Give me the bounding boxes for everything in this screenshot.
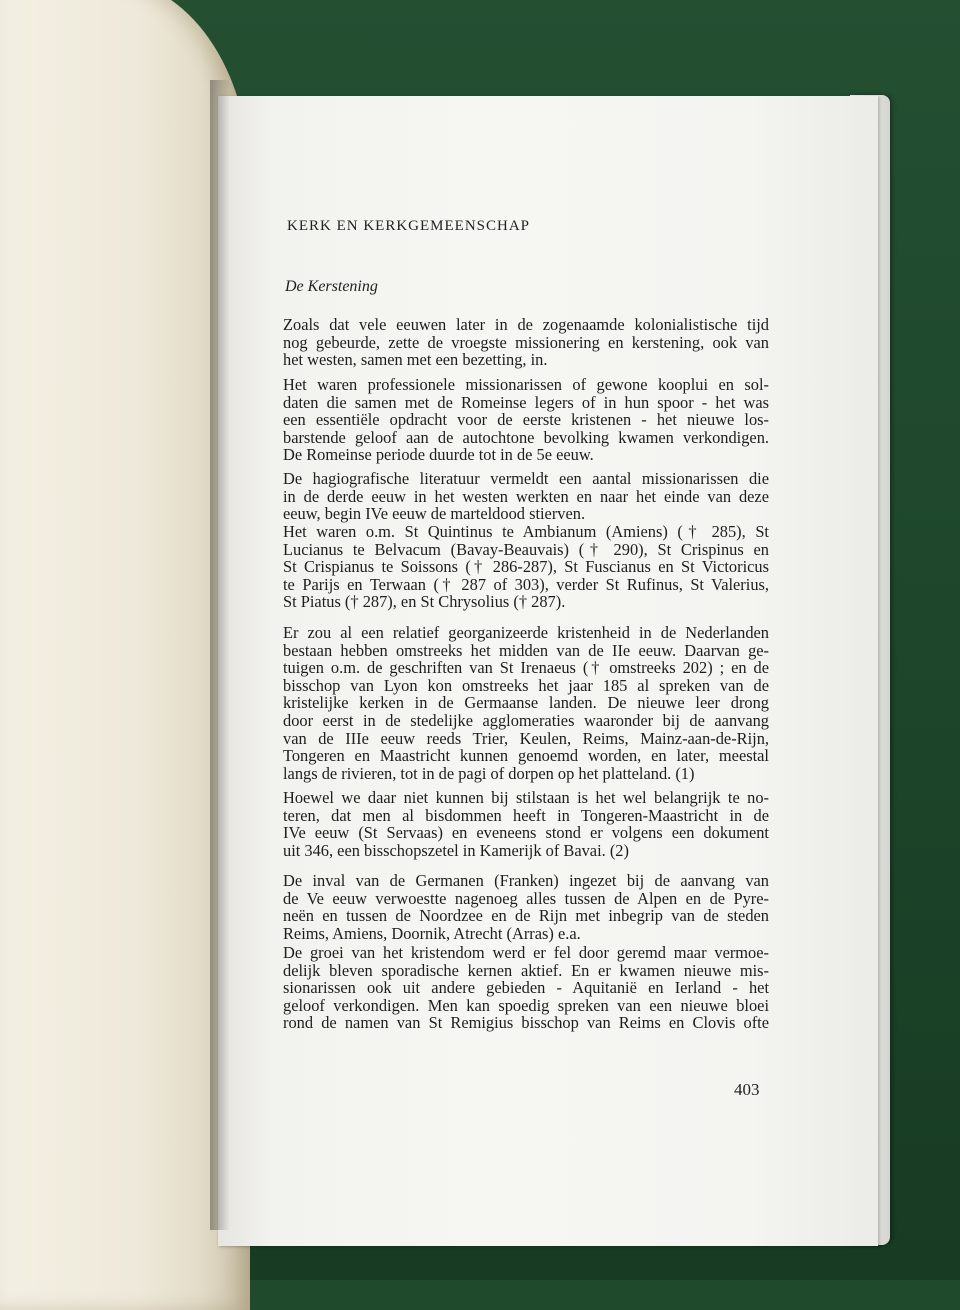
text-line: van de IIIe eeuw reeds Trier, Keulen, Reims, Mainz-aan-de-Rijn, bbox=[283, 728, 769, 748]
text-line: tuigen o.m. de geschriften van St Irenaeus († omstreeks 202) ; en de bbox=[283, 658, 769, 678]
text-line: Lucianus te Belvacum (Bavay-Beauvais) († 290), St Crispinus en bbox=[283, 539, 769, 559]
text-line: delijk bleven sporadische kernen aktief. En er kwamen nieuwe mis- bbox=[283, 960, 769, 980]
text-line: barstende geloof aan de autochtone bevolking kwamen verkondigen. bbox=[283, 427, 769, 447]
text-line: Tongeren en Maastricht kunnen genoemd worden, en later, meestal bbox=[283, 746, 769, 766]
paragraph bbox=[283, 470, 769, 523]
section-title: De Kerstening bbox=[285, 278, 378, 295]
text-line: teren, dat men al bisdommen heeft in Tongeren-Maastricht in de bbox=[283, 805, 769, 825]
text-line: neën en tussen de Noordzee en de Rijn met inbegrip van de steden bbox=[283, 906, 769, 926]
text-line: Reims, Amiens, Doornik, Atrecht (Arras) e.a. bbox=[283, 923, 581, 943]
text-line: Zoals dat vele eeuwen later in de zogenaamde kolonialistische tijd bbox=[283, 315, 769, 334]
text-line: De hagiografische literatuur vermeldt een aantal missionarissen die bbox=[283, 469, 769, 488]
paragraph bbox=[283, 872, 769, 942]
text-line: De Romeinse periode duurde tot in de 5e eeuw. bbox=[283, 445, 594, 465]
text-line: uit 346, een bisschopszetel in Kamerijk of Bavai. (2) bbox=[283, 840, 629, 860]
text-line: eeuw, begin IVe eeuw de marteldood stierven. bbox=[283, 504, 586, 524]
text-line: geloof verkondigen. Men kan spoedig spreken van een nieuwe bloei bbox=[283, 995, 769, 1015]
chapter-title: KERK EN KERKGEMEENSCHAP bbox=[287, 218, 531, 234]
text-line: De inval van de Germanen (Franken) ingezet bij de aanvang van bbox=[283, 871, 769, 890]
page-number: 403 bbox=[734, 1080, 760, 1099]
text-line: te Parijs en Terwaan († 287 of 303), verder St Rufinus, St Valerius, bbox=[283, 574, 769, 594]
text-line: in de derde eeuw in het westen werkten en naar het einde van deze bbox=[283, 486, 769, 506]
book-gutter bbox=[210, 80, 230, 1230]
text-line: St Crispianus te Soissons († 286-287), St Fuscianus en St Victoricus bbox=[283, 557, 769, 577]
text-line: sionarissen ook uit andere gebieden - Aquitanië en Ierland - het bbox=[283, 978, 769, 998]
paragraph bbox=[283, 523, 769, 611]
text-line: Er zou al een relatief georganizeerde kristenheid in de Nederlanden bbox=[283, 623, 769, 642]
text-line: bisschop van Lyon kon omstreeks het jaar 185 al spreken van de bbox=[283, 675, 769, 695]
paragraph bbox=[283, 624, 769, 782]
paragraph bbox=[283, 316, 769, 369]
text-line: Hoewel we daar niet kunnen bij stilstaan is het wel belangrijk te no- bbox=[283, 788, 769, 807]
text-line: rond de namen van St Remigius bisschop van Reims en Clovis ofte bbox=[283, 1013, 769, 1033]
text-line: door eerst in de stedelijke agglomeraties waaronder bij de aanvang bbox=[283, 710, 769, 730]
text-line: Het waren professionele missionarissen of gewone kooplui en sol- bbox=[283, 375, 769, 394]
text-line: de Ve eeuw verwoestte nagenoeg alles tussen de Alpen en de Pyre- bbox=[283, 888, 769, 908]
text-line: het westen, samen met een bezetting, in. bbox=[283, 350, 548, 370]
text-line: een essentiële opdracht voor de eerste kristenen - het nieuwe los- bbox=[283, 410, 769, 430]
text-line: langs de rivieren, tot in de pagi of dorpen op het platteland. (1) bbox=[283, 763, 695, 783]
text-line: nog gebeurde, zette de vroegste missionering en kerstening, ook van bbox=[283, 332, 769, 352]
paragraph bbox=[283, 789, 769, 859]
text-line: Het waren o.m. St Quintinus te Ambianum (Amiens) († 285), St bbox=[283, 522, 769, 541]
text-line: St Piatus († 287), en St Chrysolius († 287). bbox=[283, 592, 566, 612]
text-line: kristelijke kerken in de Germaanse landen. De nieuwe leer drong bbox=[283, 693, 769, 713]
paragraph bbox=[283, 944, 769, 1032]
text-line: bestaan hebben omstreeks het midden van de IIe eeuw. Daarvan ge- bbox=[283, 640, 769, 660]
text-line: De groei van het kristendom werd er fel door geremd maar vermoe- bbox=[283, 943, 769, 962]
text-line: IVe eeuw (St Servaas) en eveneens stond er volgens een dokument bbox=[283, 823, 769, 843]
text-line: daten die samen met de Romeinse legers of in hun spoor - het was bbox=[283, 392, 769, 412]
paragraph bbox=[283, 376, 769, 464]
